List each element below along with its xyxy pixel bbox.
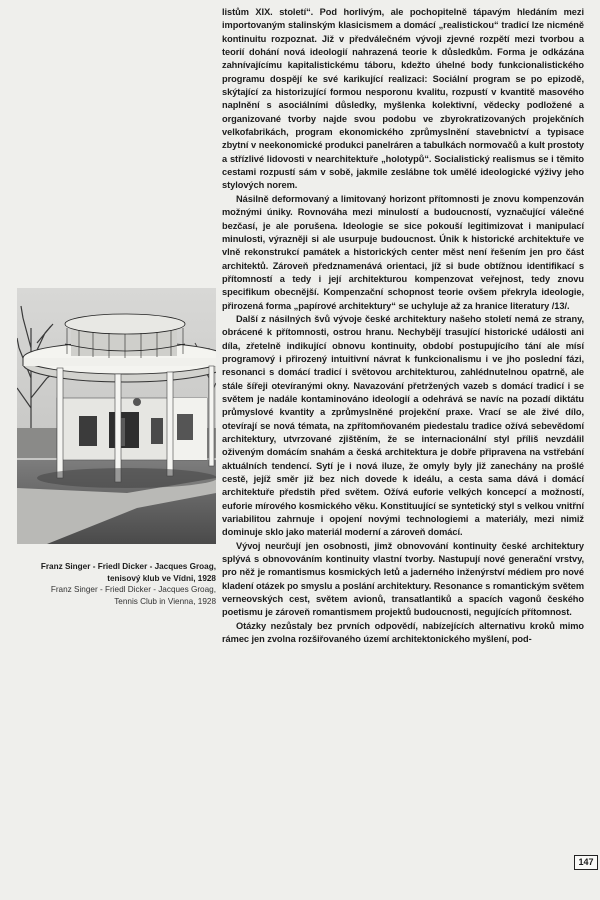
paragraph-2: Násilně deformovaný a limitovaný horizont přítomnosti je znovu kompenzován možnými úniky. Rovnováha mezi minulostí a budoucností, vyznačující válečné bezčasí, je ale porušena. Ideologie se sice pokouší legitimizovat i manipulací minulosti, výrazněji si ale usurpuje budoucnost. Únik k historické architektuře ve vlně rekonstrukcí památek a historických center měst není řešením jen pro část architektů. Zároveň předznamenává orientaci, jíž si bude obtížnou identifikací s přítomností a tedy i její architekturou kompenzovat veřejnost, tedy znovu specifikum obecnější. Kompenzační schopnost teorie ovšem překryla ideologie, přirozená forma „papírové architektury“ se uchyluje až za hranice literatury /13/. [222,193,584,311]
paragraph-1: listům XIX. století“. Pod horlivým, ale pochopitelně tápavým hledáním mezi importovaným stalinským klasicismem a domácí „realistickou“ tradicí lze nicméně kontinuitu rozpoznat. Již v předválečném vývoji zjevné rozpětí mezi tvorbou a teorií dohání nová ideologií nahrazená teorie k důsledkům. Forma je odkázána zahnívajícímu kapitalistickému táboru, kdežto úhelné body funkcionalistického programu dospějí ke své karikující realizaci: Sociální program se po epizodě, skýtající za historizující formou nesporonu kvalitu, rozpustí v kvantitě masového naplnění s asociálními důsledky, myšlenka kolektivní, vědecky podložené a organizované tvorby najde svou podobu ve zbyrokratizovaných projekčních velkofabrikách, program ekonomického zprůmyslnění stavebnictví a typisace zbytní v neekonomické produkci panelráren a tabulkách normovačů a kult prostoty a střízlivé lidovosti v nearchitektuře „holotypů“. Socialistický realismus se i těmito cestami rozpustí sám v sobě, jakmile zeslábne tok umělé ideologické výživy jeho stylových norem. [222,7,584,191]
paragraph-4: Vývoj neurčují jen osobnosti, jimž obnovování kontinuity české architektury splývá s obnovováním kontinuity vlastní tvorby. Nastupují nové generační vrstvy, pro něž je romantismus kosmických letů a jaderného inženýrství médiem pro nové kladení otázek po smyslu a poslání architektury. Resonance s romantickým světem verneovských cest, světem avionů, transatlantiků a spacích vagonů českého poetismu je zároveň romantismem projektů budoucnosti, negujících přítomnost. [222,540,584,618]
paragraph-5: Otázky nezůstaly bez prvních odpovědí, nabízejících alternativu kroků mimo rámec jen zvolna rozšiřovaného území architektonického myšlení, pod- [222,620,584,645]
article-body [222,6,584,647]
page-number: 147 [574,855,598,870]
figure-caption [40,561,216,607]
paragraph-3: Další z násilných švů vývoje české architektury našeho století nemá ze strany, obrácené k přítomnosti, ostrou hranu. Nechybějí trasující historické události ani díla, zřetelně indikující obnovu kontinuity, období postupujícího tání ale mísí programový i přirozený intuitivní návrat k funkcionalismu i ve jho poslední fázi, resonanci s domácí tradicí i světovou architekturou, zahlédnutelnou opatrně, ale stále šířeji otevíranými okny. Navazování přetržených vazeb s domácí tradicí i se světem je nadále kontaminováno ideologií a odehrává se navíc na pozadí diktátu průmyslové kvantity a zprůmyslněné projekční praxe. Vrací se ale živé dílo, otevírají se nová témata, na zpřítomňovaném piedestalu tradice ožívá sebevědomí architektury, utvrzované zjištěním, že se internacionální styl příliš nevzdálil oživeným domácím snahám a česká architektura je dobře připravena na vstřebání aktuálních tendencí. Sytí je i nová iluze, že omyly byly již zanechány na prošlé cestě, jejíž směr již bez nich dovede k ideálu, a cesta sama dává i domácí architektuře předstih před světem. Ožívá euforie velkých koncepcí a možností, euforie mírového kosmického věku. Konstituující se syntetický styl s velkou vnitřní variabilitou zahrnuje i opojení novými technologiemi a materiály, mezi nimiž dominuje sklo jako materiál moderní a zároveň domácí. [222,313,584,538]
caption-czech: Franz Singer - Friedl Dicker - Jacques Groag, tenisový klub ve Vídni, 1928 [40,562,216,583]
photo-illustration [17,288,216,544]
caption-english: Franz Singer - Friedl Dicker - Jacques Groag, Tennis Club in Vienna, 1928 [50,585,216,606]
tennis-club-photo [17,288,216,544]
